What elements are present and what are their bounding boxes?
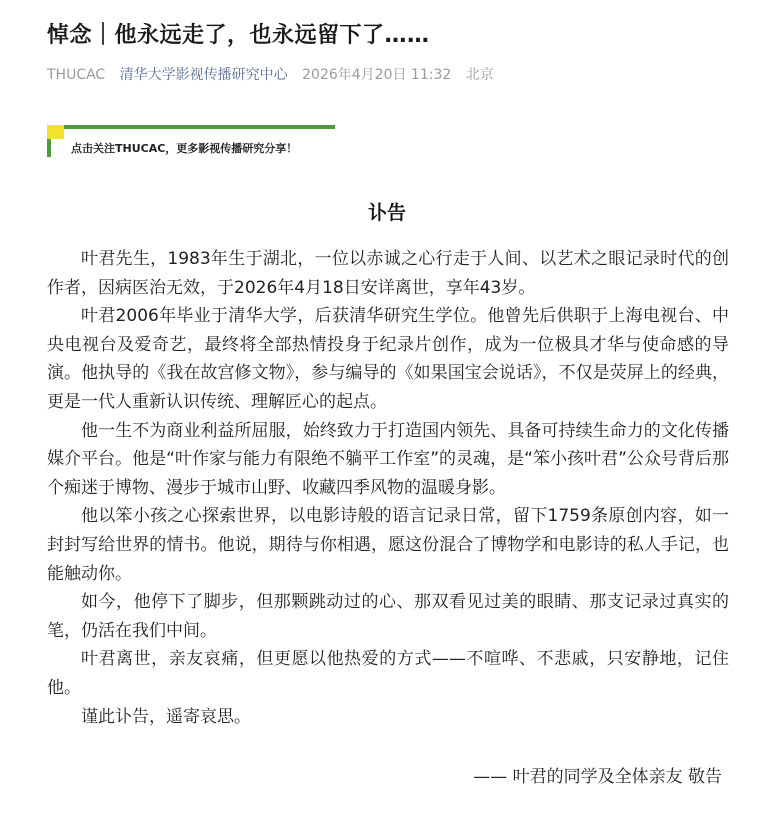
paragraph: 叶君2006年毕业于清华大学，后获清华研究生学位。他曾先后供职于上海电视台、中央电视台及爱奇艺，最终将全部热情投身于纪录片创作，成为一位极具才华与使命感的导演。他执导的《我在故宫修文物》，参与编导的《如果国宝会说话》，不仅是荧屏上的经典，更是一代人重新认识传统、理解匠心的起点。 (47, 306, 729, 412)
signature: —— 叶君的同学及全体亲友 敬告 (473, 767, 722, 787)
article-body (47, 245, 729, 731)
article-meta (47, 64, 504, 84)
banner-yellow-block (47, 125, 64, 139)
article-title: 悼念｜他永远走了，也永远留下了…… (47, 23, 430, 48)
paragraph: 叶君先生，1983年生于湖北，一位以赤诚之心行走于人间、以艺术之眼记录时代的创作者，因病医治无效，于2026年4月18日安详离世，享年43岁。 (47, 249, 729, 298)
obituary-heading: 讣告 (367, 202, 406, 224)
banner-top-line (47, 125, 335, 129)
paragraph: 他一生不为商业利益所屈服，始终致力于打造国内领先、具备可持续生命力的文化传播媒介平台。他是“叶作家与能力有限绝不躺平工作室”的灵魂，是“笨小孩叶君”公众号背后那个痴迷于博物、漫步于城市山野、收藏四季风物的温暖身影。 (47, 420, 729, 498)
publish-location: 北京 (465, 67, 494, 83)
banner-text: 点击关注THUCAC，更多影视传播研究分享！ (71, 142, 298, 155)
paragraph: 谨此讣告，遥寄哀思。 (81, 706, 251, 727)
paragraph: 如今，他停下了脚步，但那颗跳动过的心、那双看见过美的眼睛、那支记录过真实的笔，仍活在我们中间。 (47, 592, 729, 641)
author-name: THUCAC (47, 67, 106, 83)
follow-banner (47, 125, 335, 159)
publish-time: 2026年4月20日 11:32 (302, 67, 452, 83)
account-link[interactable]: 清华大学影视传播研究中心 (119, 67, 288, 83)
paragraph: 他以笨小孩之心探索世界，以电影诗般的语言记录日常，留下1759条原创内容，如一封封写给世界的情书。他说，期待与你相遇，愿这份混合了博物学和电影诗的私人手记，也能触动你。 (47, 506, 729, 584)
banner-left-bar (47, 139, 51, 157)
paragraph: 叶君离世，亲友哀痛，但更愿以他热爱的方式——不喧哗、不悲戚，只安静地，记住他。 (47, 649, 729, 698)
